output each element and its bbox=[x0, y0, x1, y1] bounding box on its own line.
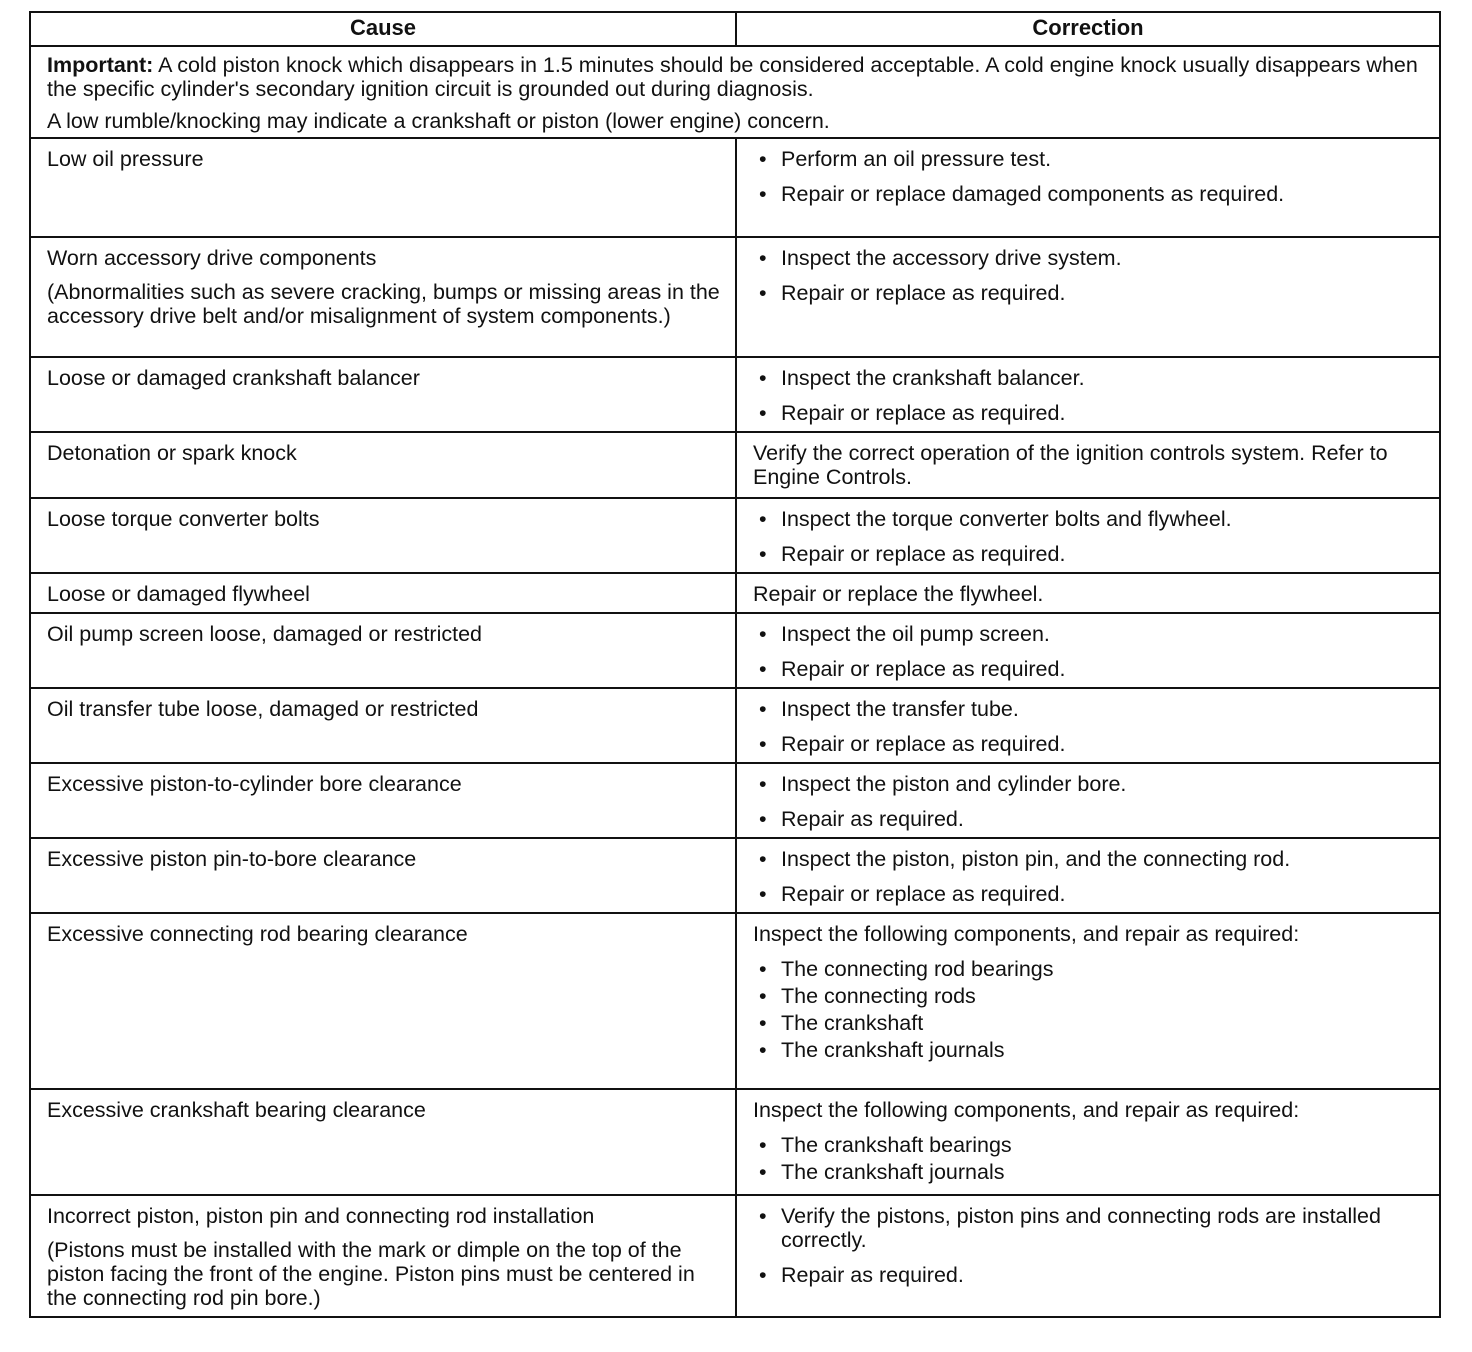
cause-text: Excessive piston-to-cylinder bore clearance bbox=[47, 772, 462, 796]
bullet-icon: • bbox=[759, 1038, 767, 1062]
correction-text: Repair or replace the flywheel. bbox=[753, 582, 1044, 606]
correction-list bbox=[753, 1204, 1427, 1287]
list-item bbox=[759, 1204, 1427, 1252]
list-item-text: Inspect the accessory drive system. bbox=[781, 246, 1122, 270]
cause-cell bbox=[30, 688, 736, 763]
table-row bbox=[30, 763, 1440, 838]
header-cause: Cause bbox=[30, 12, 736, 46]
bullet-icon: • bbox=[759, 281, 767, 305]
list-item bbox=[759, 622, 1427, 646]
list-item-text: The crankshaft journals bbox=[781, 1038, 1005, 1062]
cause-cell bbox=[30, 1195, 736, 1317]
list-item-text: Inspect the torque converter bolts and flywheel. bbox=[781, 507, 1232, 531]
correction-list bbox=[753, 147, 1427, 206]
cause-cell bbox=[30, 237, 736, 357]
correction-list bbox=[753, 246, 1427, 305]
correction-cell bbox=[736, 763, 1440, 838]
correction-list bbox=[753, 366, 1427, 425]
bullet-icon: • bbox=[759, 697, 767, 721]
header-correction: Correction bbox=[736, 12, 1440, 46]
table-row bbox=[30, 913, 1440, 1089]
list-item bbox=[759, 657, 1427, 681]
cause-detail: (Pistons must be installed with the mark or dimple on the top of the piston facing the front of the engine. Piston pins must be centered in the connecting rod pin bore.) bbox=[47, 1238, 695, 1310]
bullet-icon: • bbox=[759, 246, 767, 270]
bullet-icon: • bbox=[759, 984, 767, 1008]
cause-text: Excessive connecting rod bearing clearance bbox=[47, 922, 468, 946]
correction-cell bbox=[736, 237, 1440, 357]
bullet-icon: • bbox=[759, 957, 767, 981]
list-item-text: Repair or replace as required. bbox=[781, 401, 1066, 425]
correction-list bbox=[753, 847, 1427, 906]
correction-cell bbox=[736, 498, 1440, 573]
bullet-icon: • bbox=[759, 732, 767, 756]
cause-text: Low oil pressure bbox=[47, 147, 204, 171]
list-item-text: Repair or replace damaged components as required. bbox=[781, 182, 1285, 206]
list-item bbox=[759, 246, 1427, 270]
correction-text: Verify the correct operation of the ignition controls system. Refer to Engine Controls. bbox=[753, 441, 1388, 489]
list-item-text: Inspect the oil pump screen. bbox=[781, 622, 1050, 646]
bullet-icon: • bbox=[759, 1160, 767, 1184]
important-note bbox=[30, 46, 1440, 138]
bullet-icon: • bbox=[759, 1011, 767, 1035]
list-item bbox=[759, 281, 1427, 305]
correction-text: Inspect the following components, and repair as required: bbox=[753, 1098, 1300, 1122]
list-item-text: Perform an oil pressure test. bbox=[781, 147, 1052, 171]
list-item bbox=[759, 147, 1427, 171]
correction-list bbox=[753, 957, 1427, 1062]
cause-cell bbox=[30, 763, 736, 838]
list-item-text: Verify the pistons, piston pins and connecting rods are installed correctly. bbox=[781, 1204, 1381, 1252]
bullet-icon: • bbox=[759, 182, 767, 206]
cause-cell bbox=[30, 838, 736, 913]
cause-cell bbox=[30, 357, 736, 432]
cause-text: Loose or damaged crankshaft balancer bbox=[47, 366, 420, 390]
list-item-text: The crankshaft journals bbox=[781, 1160, 1005, 1184]
list-item-text: The crankshaft bbox=[781, 1011, 924, 1035]
list-item bbox=[759, 182, 1427, 206]
correction-list bbox=[753, 622, 1427, 681]
list-item-text: Repair as required. bbox=[781, 1263, 964, 1287]
table-row bbox=[30, 432, 1440, 498]
list-item-text: Repair or replace as required. bbox=[781, 732, 1066, 756]
list-item bbox=[759, 542, 1427, 566]
bullet-icon: • bbox=[759, 401, 767, 425]
cause-cell bbox=[30, 913, 736, 1089]
note-row bbox=[30, 46, 1440, 138]
list-item bbox=[759, 772, 1427, 796]
cause-cell bbox=[30, 138, 736, 237]
table-row bbox=[30, 688, 1440, 763]
cause-text: Detonation or spark knock bbox=[47, 441, 297, 465]
note-paragraph bbox=[47, 53, 1423, 101]
correction-cell bbox=[736, 838, 1440, 913]
list-item bbox=[759, 847, 1427, 871]
correction-cell bbox=[736, 1195, 1440, 1317]
bullet-icon: • bbox=[759, 147, 767, 171]
correction-cell bbox=[736, 688, 1440, 763]
bullet-icon: • bbox=[759, 542, 767, 566]
cause-cell bbox=[30, 432, 736, 498]
table-row bbox=[30, 1089, 1440, 1195]
cause-text: Worn accessory drive components bbox=[47, 246, 377, 270]
cause-text: Loose or damaged flywheel bbox=[47, 582, 310, 606]
bullet-icon: • bbox=[759, 1133, 767, 1157]
list-item bbox=[759, 1011, 1427, 1035]
correction-cell bbox=[736, 357, 1440, 432]
table-row bbox=[30, 138, 1440, 237]
correction-cell bbox=[736, 1089, 1440, 1195]
list-item bbox=[759, 984, 1427, 1008]
bullet-icon: • bbox=[759, 657, 767, 681]
table-row bbox=[30, 357, 1440, 432]
list-item-text: The connecting rods bbox=[781, 984, 976, 1008]
correction-cell bbox=[736, 432, 1440, 498]
list-item-text: Repair or replace as required. bbox=[781, 281, 1066, 305]
cause-cell bbox=[30, 613, 736, 688]
bullet-icon: • bbox=[759, 366, 767, 390]
bullet-icon: • bbox=[759, 507, 767, 531]
list-item bbox=[759, 1038, 1427, 1062]
correction-list bbox=[753, 697, 1427, 756]
cause-text: Excessive piston pin-to-bore clearance bbox=[47, 847, 417, 871]
cause-cell bbox=[30, 498, 736, 573]
list-item bbox=[759, 1263, 1427, 1287]
table-row bbox=[30, 838, 1440, 913]
list-item-text: The crankshaft bearings bbox=[781, 1133, 1012, 1157]
list-item bbox=[759, 401, 1427, 425]
note-text: A cold piston knock which disappears in 1.5 minutes should be considered acceptable. A cold engine knock usually disappears when the specific cylinder's secondary ignition circuit is grounded out during diagnosis. bbox=[47, 53, 1418, 101]
table-row bbox=[30, 1195, 1440, 1317]
bullet-icon: • bbox=[759, 622, 767, 646]
list-item-text: Inspect the transfer tube. bbox=[781, 697, 1019, 721]
bullet-icon: • bbox=[759, 882, 767, 906]
list-item-text: Inspect the piston and cylinder bore. bbox=[781, 772, 1127, 796]
correction-cell bbox=[736, 913, 1440, 1089]
list-item-text: Repair or replace as required. bbox=[781, 657, 1066, 681]
cause-text: Excessive crankshaft bearing clearance bbox=[47, 1098, 426, 1122]
table-row bbox=[30, 613, 1440, 688]
cause-text: Loose torque converter bolts bbox=[47, 507, 320, 531]
table-body bbox=[30, 46, 1440, 1317]
note-label: Important: bbox=[47, 53, 154, 77]
list-item bbox=[759, 882, 1427, 906]
bullet-icon: • bbox=[759, 1204, 767, 1228]
bullet-icon: • bbox=[759, 807, 767, 831]
cause-text: Oil transfer tube loose, damaged or restricted bbox=[47, 697, 479, 721]
list-item bbox=[759, 807, 1427, 831]
list-item-text: Inspect the crankshaft balancer. bbox=[781, 366, 1085, 390]
correction-cell bbox=[736, 573, 1440, 613]
correction-text: Inspect the following components, and repair as required: bbox=[753, 922, 1300, 946]
note-paragraph-2: A low rumble/knocking may indicate a crankshaft or piston (lower engine) concern. bbox=[47, 109, 830, 133]
cause-cell bbox=[30, 573, 736, 613]
table-row bbox=[30, 237, 1440, 357]
list-item bbox=[759, 697, 1427, 721]
list-item-text: Repair or replace as required. bbox=[781, 882, 1066, 906]
correction-list bbox=[753, 507, 1427, 566]
bullet-icon: • bbox=[759, 1263, 767, 1287]
correction-list bbox=[753, 772, 1427, 831]
cause-cell bbox=[30, 1089, 736, 1195]
list-item-text: Inspect the piston, piston pin, and the connecting rod. bbox=[781, 847, 1291, 871]
bullet-icon: • bbox=[759, 847, 767, 871]
list-item-text: Repair as required. bbox=[781, 807, 964, 831]
correction-cell bbox=[736, 138, 1440, 237]
list-item-text: The connecting rod bearings bbox=[781, 957, 1054, 981]
list-item bbox=[759, 366, 1427, 390]
bullet-icon: • bbox=[759, 772, 767, 796]
correction-cell bbox=[736, 613, 1440, 688]
header-row bbox=[30, 12, 1440, 46]
cause-text: Incorrect piston, piston pin and connecting rod installation bbox=[47, 1204, 595, 1228]
table-row bbox=[30, 498, 1440, 573]
correction-list bbox=[753, 1133, 1427, 1184]
cause-detail: (Abnormalities such as severe cracking, bumps or missing areas in the accessory drive belt and/or misalignment of system components.) bbox=[47, 280, 720, 328]
diagnostic-table bbox=[29, 11, 1441, 1318]
list-item bbox=[759, 732, 1427, 756]
table-header bbox=[30, 12, 1440, 46]
list-item-text: Repair or replace as required. bbox=[781, 542, 1066, 566]
list-item bbox=[759, 1160, 1427, 1184]
list-item bbox=[759, 1133, 1427, 1157]
cause-text: Oil pump screen loose, damaged or restricted bbox=[47, 622, 482, 646]
list-item bbox=[759, 507, 1427, 531]
list-item bbox=[759, 957, 1427, 981]
table-row bbox=[30, 573, 1440, 613]
